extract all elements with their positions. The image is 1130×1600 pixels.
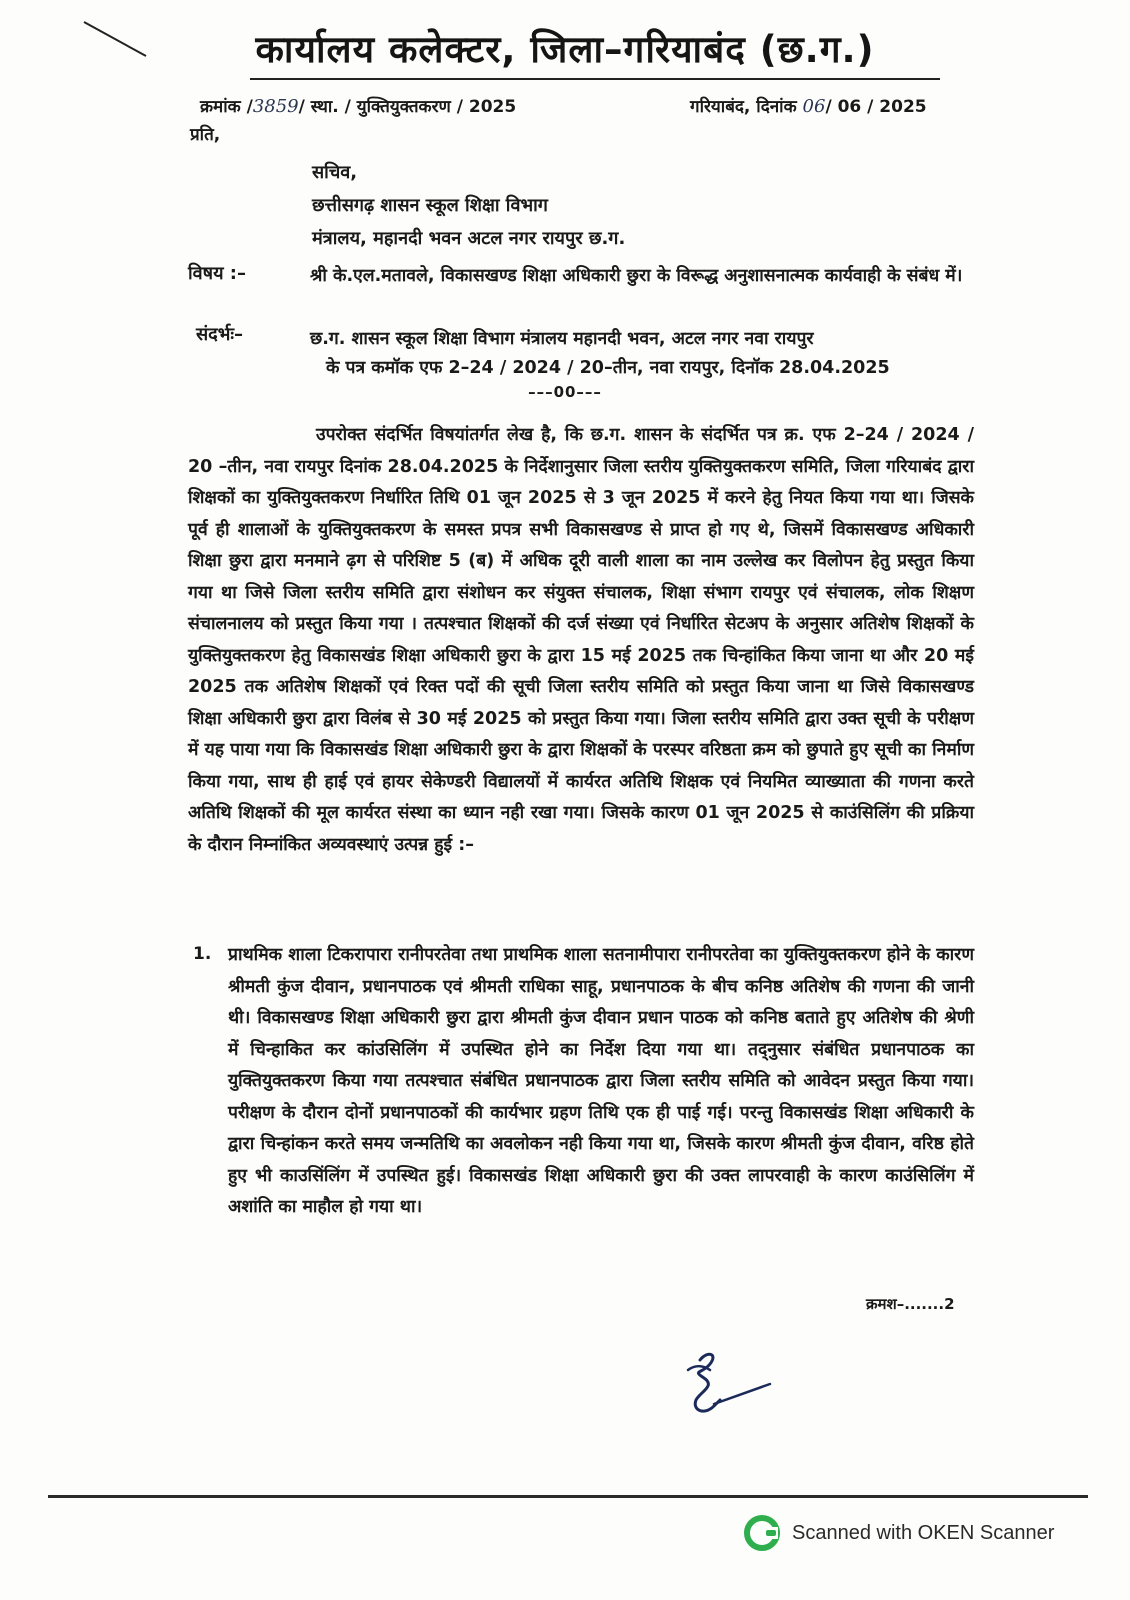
addressee-line: सचिव, bbox=[312, 162, 358, 183]
addressee-line: मंत्रालय, महानदी भवन अटल नगर रायपुर छ.ग. bbox=[312, 228, 626, 249]
page-bottom-rule bbox=[48, 1495, 1088, 1498]
reference-text bbox=[310, 325, 982, 383]
place-and-date bbox=[690, 94, 927, 117]
scanner-watermark bbox=[744, 1515, 1054, 1551]
subject-label: विषय :– bbox=[188, 263, 246, 284]
scanner-label: Scanned with OKEN Scanner bbox=[792, 1521, 1055, 1544]
list-item-text: प्राथमिक शाला टिकरापारा रानीपरतेवा तथा प्राथमिक शाला सतनामीपारा रानीपरतेवा का युक्तियुक्तकरण होने के कारण श्रीमती कुंज दीवान, प्रधानपाठक एवं श्रीमती राधिका साहू, प्रधानपाठक के बीच कनिष्ठ अतिशेष की गणना की जानी थी। विकासखण्ड शिक्षा अधिकारी छुरा द्वारा श्रीमती कुंज दीवान प्रधान पाठक को कनिष्ठ बताते हुए अतिशेष की श्रेणी में चिन्हाकित कर कांउसिलिंग में उपस्थित होने का निर्देश दिया गया था। तद्नुसार संबंधित प्रधानपाठक का युक्तियुक्तकरण किया गया तत्पश्चात संबंधित प्रधानपाठक द्वारा जिला स्तरीय समिति को आवेदन प्रस्तुत किया गया। परीक्षण के दौरान दोनों प्रधानपाठकों की कार्यभार ग्रहण तिथि एक ही पाई गई। परन्तु विकासखंड शिक्षा अधिकारी के द्वारा चिन्हांकन करते समय जन्मतिथि का अवलोकन नही किया गया था, जिसके कारण श्रीमती कुंज दीवान, वरिष्ठ होते हुए भी काउसिंलिंग में उपस्थित हुई। विकासखंड शिक्षा अधिकारी छुरा की उक्त लापरवाही के कारण काउंसिलिंग में अशांति का माहौल हो गया था। bbox=[228, 945, 974, 1217]
reference-line: के पत्र कमॉक एफ 2–24 / 2024 / 20–तीन, नवा रायपुर, दिनॉक 28.04.2025 bbox=[326, 358, 890, 378]
oken-scanner-logo-icon bbox=[744, 1515, 780, 1551]
title-underline bbox=[250, 78, 940, 80]
section-separator: –––00––– bbox=[528, 383, 602, 401]
subject-text: श्री के.एल.मतावले, विकासखण्ड शिक्षा अधिकारी छुरा के विरूद्ध अनुशासनात्मक कार्यवाही के संबंध में। bbox=[310, 266, 963, 286]
list-item-number: 1. bbox=[193, 944, 212, 964]
addressee-block bbox=[312, 156, 625, 255]
ref-suffix: / स्था. / युक्तियुक्तकरण / 2025 bbox=[298, 97, 517, 117]
date-day-handwritten: 06 bbox=[802, 96, 826, 117]
reference-number bbox=[200, 94, 516, 117]
office-title: कार्यालय कलेक्टर, जिला–गरियाबंद (छ.ग.) bbox=[255, 28, 875, 71]
ref-number-handwritten: 3859 bbox=[252, 96, 299, 117]
reference-line: छ.ग. शासन स्कूल शिक्षा विभाग मंत्रालय महानदी भवन, अटल नगर नवा रायपुर bbox=[310, 329, 814, 349]
addressee-line: छत्तीसगढ़ शासन स्कूल शिक्षा विभाग bbox=[312, 195, 548, 216]
date-rest: / 06 / 2025 bbox=[825, 97, 927, 117]
body-paragraph: उपरोक्त संदर्भित विषयांतर्गत लेख है, कि छ.ग. शासन के संदर्भित पत्र क्र. एफ 2–24 / 2024 / 20 –तीन, नवा रायपुर दिनांक 28.04.2025 के निर्देशानुसार जिला स्तरीय युक्तियुक्तकरण समिति, जिला गरियाबंद द्वारा शिक्षकों का युक्तियुक्तकरण निर्धारित तिथि 01 जून 2025 से 3 जून 2025 में करने हेतु नियत किया गया था। जिसके पूर्व ही शालाओं के युक्तियुक्तकरण के समस्त प्रपत्र सभी विकासखण्ड से प्राप्त हो गए थे, जिसमें विकासखण्ड अधिकारी शिक्षा छुरा द्वारा मनमाने ढ़ग से परिशिष्ट 5 (ब) में अधिक दूरी वाली शाला का नाम उल्लेख कर विलोपन हेतु प्रस्तुत किया गया था जिसे जिला स्तरीय समिति द्वारा संशोधन कर संयुक्त संचालक, शिक्षा संभाग रायपुर एवं संचालक, लोक शिक्षण संचालनालय को प्रस्तुत किया गया । तत्पश्चात शिक्षकों की दर्ज संख्या एवं निर्धारित सेटअप के अनुसार अतिशेष शिक्षकों के युक्तियुक्तकरण हेतु विकासखंड शिक्षा अधिकारी छुरा के द्वारा 15 मई 2025 तक चिन्हांकित किया जाना था और 20 मई 2025 तक अतिशेष शिक्षकों एवं रिक्त पदों की सूची जिला स्तरीय समिति को प्रस्तुत किया जाना था जिसे विकासखण्ड शिक्षा अधिकारी छुरा द्वारा विलंब से 30 मई 2025 को प्रस्तुत किया गया। जिला स्तरीय समिति द्वारा उक्त सूची के परीक्षण में यह पाया गया कि विकासखंड शिक्षा अधिकारी छुरा के द्वारा शिक्षकों के परस्पर वरिष्ठता क्रम को छुपाते हुए सूची का निर्माण किया गया, साथ ही हाई एवं हायर सेकेण्डरी विद्यालयों में कार्यरत अतिथि शिक्षक एवं नियमित व्याख्याता की गणना करते अतिथि शिक्षकों की मूल कार्यरत संस्था का ध्यान नही रखा गया। जिसके कारण 01 जून 2025 से काउंसिलिंग की प्रक्रिया के दौरान निम्नांकित अव्यवस्थाएं उत्पन्न हुई :– bbox=[188, 425, 974, 855]
place-date-prefix: गरियाबंद, दिनांक bbox=[690, 97, 797, 117]
reference-label: संदर्भः– bbox=[196, 324, 244, 345]
to-label: प्रति, bbox=[190, 125, 221, 145]
ref-prefix: क्रमांक / bbox=[200, 97, 253, 117]
signature-image bbox=[670, 1340, 780, 1430]
continued-marker: क्रमश–.......2 bbox=[866, 1295, 955, 1313]
